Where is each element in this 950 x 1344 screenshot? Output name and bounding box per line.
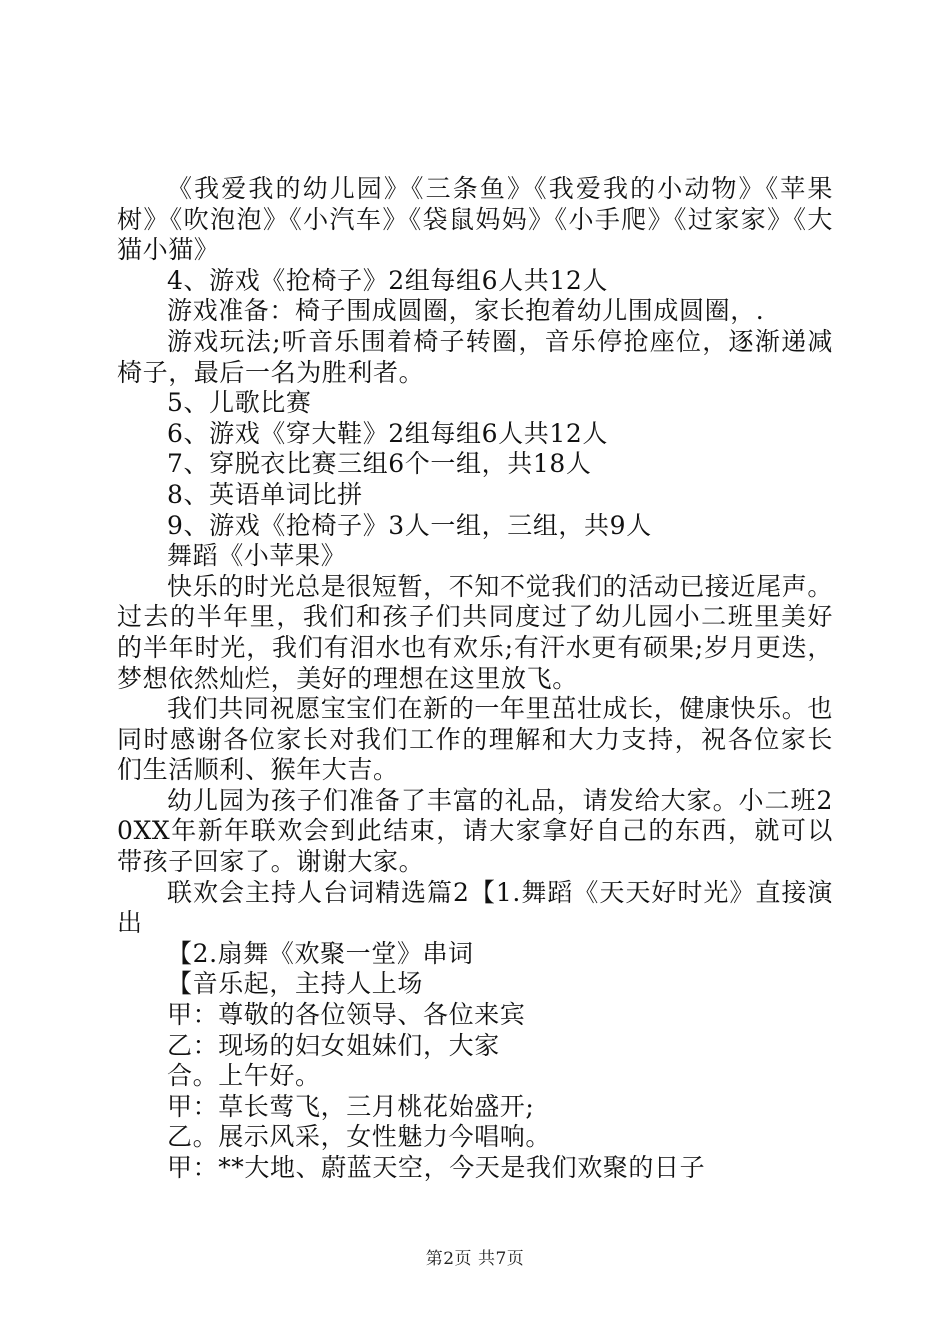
paragraph-game-preparation: 游戏准备：椅子围成圆圈，家长抱着幼儿围成圆圈，. xyxy=(167,296,765,326)
page-number-footer: 第2页 共7页 xyxy=(425,1249,525,1269)
paragraph-game-grab-chairs: 4、游戏《抢椅子》2组每组6人共12人 xyxy=(167,265,608,295)
paragraph-dressing-contest: 7、穿脱衣比赛三组6个一组，共18人 xyxy=(167,449,592,479)
paragraph-dance-apple: 舞蹈《小苹果》 xyxy=(167,541,347,571)
paragraph-game-rules: 游戏玩法;听音乐围着椅子转圈，音乐停抢座位，逐渐递减椅子，最后一名为胜利者。 xyxy=(117,326,833,387)
paragraph-music-starts: 【音乐起，主持人上场 xyxy=(167,969,424,999)
paragraph-host-a-2: 甲：草长莺飞，三月桃花始盛开; xyxy=(167,1091,535,1121)
paragraph-together: 合。上午好。 xyxy=(167,1061,321,1091)
paragraph-game-big-shoes: 6、游戏《穿大鞋》2组每组6人共12人 xyxy=(167,418,608,448)
paragraph-nursery-rhyme-contest: 5、儿歌比赛 xyxy=(167,388,312,418)
paragraph-fan-dance: 【2.扇舞《欢聚一堂》串词 xyxy=(167,938,474,968)
paragraph-closing-3: 幼儿园为孩子们准备了丰富的礼品，请发给大家。小二班20XX年新年联欢会到此结束，请大家拿好自己的东西，就可以带孩子回家了。谢谢大家。 xyxy=(117,785,833,877)
paragraph-section-2-title: 联欢会主持人台词精选篇2【1.舞蹈《天天好时光》直接演出 xyxy=(117,877,833,938)
paragraph-host-b-1: 乙：现场的妇女姐妹们，大家 xyxy=(167,1030,500,1060)
paragraph-host-a-1: 甲：尊敬的各位领导、各位来宾 xyxy=(167,1000,526,1030)
paragraph-game-grab-chairs-2: 9、游戏《抢椅子》3人一组，三组，共9人 xyxy=(167,510,652,540)
paragraph-closing-2: 我们共同祝愿宝宝们在新的一年里茁壮成长，健康快乐。也同时感谢各位家长对我们工作的理解和大力支持，祝各位家长们生活顺利、猴年大吉。 xyxy=(117,694,833,785)
paragraph-host-a-3: 甲：**大地、蔚蓝天空，今天是我们欢聚的日子 xyxy=(167,1153,706,1182)
paragraph-song-list: 《我爱我的幼儿园》《三条鱼》《我爱我的小动物》《苹果树》《吹泡泡》《小汽车》《袋鼠妈妈》《小手爬》《过家家》《大猫小猫》 xyxy=(117,174,833,265)
document-body xyxy=(117,174,833,1184)
paragraph-host-b-2: 乙。展示风采，女性魅力今唱响。 xyxy=(167,1122,552,1152)
paragraph-closing-1: 快乐的时光总是很短暂，不知不觉我们的活动已接近尾声。过去的半年里，我们和孩子们共同度过了幼儿园小二班里美好的半年时光，我们有泪水也有欢乐;有汗水更有硕果;岁月更迭，梦想依然灿烂，美好的理想在这里放飞。 xyxy=(117,571,833,693)
paragraph-english-words: 8、英语单词比拼 xyxy=(167,479,363,509)
